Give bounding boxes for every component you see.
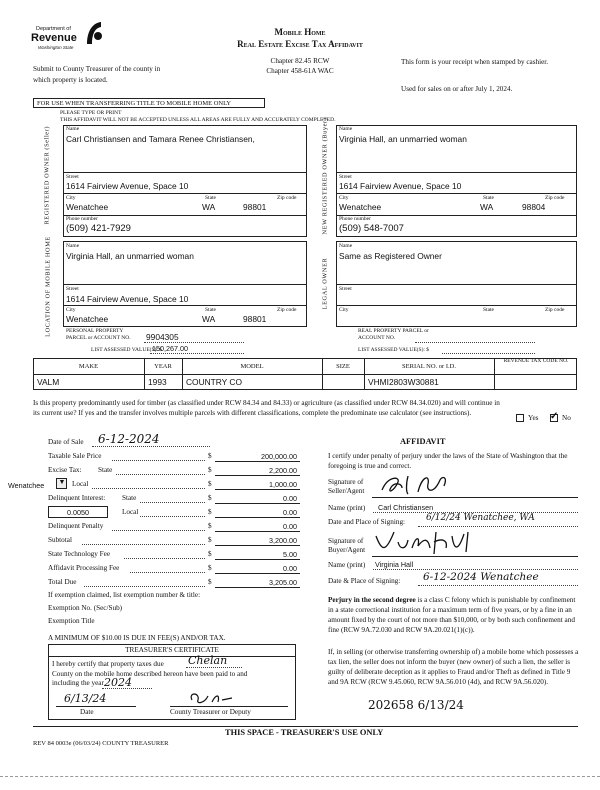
treasurer-stamp: 202658 6/13/24: [368, 698, 464, 712]
buyer-print-label: Name (print): [328, 561, 366, 569]
seller-print-label: Name (print): [328, 504, 366, 512]
buyer-city-label: City: [339, 195, 349, 201]
receipt-note: This form is your receipt when stamped by cashier.: [401, 58, 549, 66]
exemption-claim-note: If exemption claimed, list exemption number & title:: [48, 591, 201, 599]
location-side-label: LOCATION OF MOBILE HOME: [44, 236, 52, 337]
seller-side-label: REGISTERED OWNER (Seller): [43, 125, 51, 225]
locality-dropdown-button[interactable]: [56, 478, 67, 489]
locality-select[interactable]: Wenatchee: [8, 481, 45, 490]
logo-mark-icon: [84, 20, 104, 46]
perjury-title: Perjury in the second degree: [328, 596, 416, 604]
assessed-label: LIST ASSESSED VALUE(S): $: [91, 347, 163, 353]
logo-line-2: Revenue: [31, 32, 77, 44]
seller-name-label: Name: [66, 126, 80, 132]
seller-date-place[interactable]: 6/12/24 Wenatchee, WA: [426, 513, 535, 523]
col-revenue: REVENUE TAX CODE NO.: [503, 358, 569, 364]
legal-city-label: City: [339, 307, 349, 313]
seller-phone-label: Phone number: [66, 216, 98, 222]
certificate-date[interactable]: 6/13/24: [64, 692, 107, 705]
legal-zip-label: Zip code: [545, 307, 565, 313]
location-zip[interactable]: 98801: [243, 314, 267, 324]
affidavit-fee-label: Affidavit Processing Fee: [48, 564, 120, 572]
transfer-banner: [33, 98, 265, 108]
vehicle-model[interactable]: COUNTRY CO: [186, 377, 242, 387]
excise-local-label: Local: [72, 480, 89, 488]
parcel-label: PERSONAL PROPERTY PARCEL or ACCOUNT NO.: [66, 328, 131, 341]
vehicle-make[interactable]: VALM: [37, 377, 60, 387]
perjury-text: is a class C felony which is punishable by confinement in a state correctional institution for a maximum term of five years, or by a fine in an amount fixed by the court of not more than $10,000, or by both such confinement and fine (RCW 9A.72.030 and RCW 9A.20.021(1)(c)).: [328, 596, 576, 634]
delinq-local[interactable]: 0.00: [283, 508, 297, 517]
col-model: MODEL: [240, 363, 264, 370]
timber-yes-label: Yes: [528, 414, 539, 422]
total-due-label: Total Due: [48, 578, 77, 586]
seller-zip[interactable]: 98801: [243, 202, 267, 212]
col-make: MAKE: [78, 363, 99, 370]
transfer-label: FOR USE WHEN TRANSFERRING TITLE TO MOBILE HOME ONLY: [37, 100, 232, 107]
location-name-label: Name: [66, 243, 80, 249]
delinq-state[interactable]: 0.00: [283, 494, 297, 503]
real-parcel-label: REAL PROPERTY PARCEL or ACCOUNT NO.: [358, 328, 429, 341]
certificate-county[interactable]: Chelan: [188, 654, 228, 667]
timber-question: Is this property predominantly used for timber (as classified under RCW 84.34 and 84.33) or agriculture (as classified under RCW 84.34.020) and will continue in its current use? If yes and the transfer involves multiple parcels with different classifications, complete the predominate use calculator (see instructions).: [33, 399, 500, 417]
excise-state-label: State: [98, 466, 113, 474]
parcel-number[interactable]: 9904305: [146, 332, 179, 342]
warning-note: THIS AFFIDAVIT WILL NOT BE ACCEPTED UNLESS ALL AREAS ARE FULLY AND ACCURATELY COMPLETED.: [60, 117, 336, 123]
chevron-down-icon: ▼: [58, 478, 66, 486]
location-city[interactable]: Wenatchee: [66, 314, 109, 324]
form-title-1: Mobile Home: [274, 27, 326, 37]
treasurer-use-space: THIS SPACE - TREASURER'S USE ONLY: [225, 728, 384, 737]
affidavit-heading: AFFIDAVIT: [400, 437, 446, 446]
date-of-sale-label: Date of Sale: [48, 438, 84, 446]
seller-name[interactable]: Carl Christiansen and Tamara Renee Christiansen,: [66, 134, 255, 144]
delinq-penalty-dollar: $: [208, 522, 212, 530]
buyer-sig-label-1: Signature of: [328, 537, 364, 545]
chapter-wac: Chapter 458-61A WAC: [266, 67, 334, 75]
treasurer-signature[interactable]: [186, 690, 236, 706]
seller-signature[interactable]: [378, 472, 498, 498]
certificate-year[interactable]: 2024: [104, 676, 132, 689]
buyer-street-label: Street: [339, 174, 352, 180]
subtotal[interactable]: 3,200.00: [269, 536, 297, 545]
form-number: REV 84 0003e (06/03/24) COUNTY TREASURER: [33, 740, 169, 747]
col-size: SIZE: [336, 363, 350, 370]
buyer-date-label: Date & Place of Signing:: [328, 577, 401, 585]
excise-label: Excise Tax:: [48, 466, 82, 474]
seller-sig-label-2: Seller/Agent: [328, 487, 365, 495]
subtotal-label: Subtotal: [48, 536, 72, 544]
seller-city[interactable]: Wenatchee: [66, 202, 109, 212]
lien-paragraph: If, in selling (or otherwise transferring ownership of) a mobile home which possesses a tax lien, the seller does not inform the buyer (new owner) of such a lien, the seller is guilty of deliberate deception as it applies to Fraud and/or Theft as defined in Title 9 and 9A RCW (RCW 9.45.060, RCW 9A.56.010 (4d), and RCW 9A.56.020).: [328, 648, 579, 686]
location-name[interactable]: Virginia Hall, an unmarried woman: [66, 251, 194, 261]
subtotal-dollar: $: [208, 536, 212, 544]
certificate-treasurer-label: County Treasurer or Deputy: [170, 708, 251, 716]
date-of-sale[interactable]: 6-12-2024: [98, 432, 160, 446]
location-state-label: State: [205, 307, 216, 313]
tech-fee-dollar: $: [208, 550, 212, 558]
seller-street[interactable]: 1614 Fairview Avenue, Space 10: [66, 181, 189, 191]
taxable-dollar: $: [208, 452, 212, 460]
buyer-name[interactable]: Virginia Hall, an unmarried woman: [339, 134, 467, 144]
local-rate-field[interactable]: [48, 506, 108, 518]
seller-print-name[interactable]: Carl Christiansen: [378, 503, 434, 512]
timber-no-check: ✓: [550, 411, 559, 422]
taxable-price[interactable]: 200,000.00: [261, 452, 297, 461]
excise-state-dollar: $: [208, 466, 212, 474]
location-street[interactable]: 1614 Fairview Avenue, Space 10: [66, 294, 189, 304]
buyer-state-label: State: [483, 195, 494, 201]
location-zip-label: Zip code: [277, 307, 297, 313]
legal-side-label: LEGAL OWNER: [321, 257, 329, 310]
chapter-rcw: Chapter 82.45 RCW: [270, 57, 330, 65]
taxable-price-label: Taxable Sale Price: [48, 452, 102, 460]
buyer-zip-label: Zip code: [545, 195, 565, 201]
seller-city-label: City: [66, 195, 76, 201]
buyer-print-name[interactable]: Virginia Hall: [375, 560, 414, 569]
timber-no-label: No: [562, 414, 571, 422]
delinq-penalty[interactable]: 0.00: [283, 522, 297, 531]
sales-note: Used for sales on or after July 1, 2024.: [401, 85, 513, 93]
seller-street-label: Street: [66, 174, 79, 180]
total-due[interactable]: 3,205.00: [269, 578, 297, 587]
excise-local-dollar: $: [208, 480, 212, 488]
delinq-state-label: State: [122, 494, 137, 502]
buyer-phone-label: Phone number: [339, 216, 371, 222]
delinq-state-dollar: $: [208, 494, 212, 502]
seller-state-label: State: [205, 195, 216, 201]
buyer-sig-label-2: Buyer/Agent: [328, 546, 366, 554]
minimum-due-note: A MINIMUM OF $10.00 IS DUE IN FEE(S) AND/OR TAX.: [48, 634, 226, 642]
location-city-label: City: [66, 307, 76, 313]
buyer-date-place[interactable]: 6-12-2024 Wenatchee: [423, 571, 539, 583]
submit-note: Submit to County Treasurer of the county in which property is located.: [33, 65, 161, 84]
buyer-name-label: Name: [339, 126, 353, 132]
dor-logo: [28, 18, 108, 58]
location-street-label: Street: [66, 286, 79, 292]
buyer-street[interactable]: 1614 Fairview Avenue, Space 10: [339, 181, 462, 191]
location-state[interactable]: WA: [202, 314, 216, 324]
delinq-penalty-label: Delinquent Penalty: [48, 522, 104, 530]
tech-fee[interactable]: 5.00: [283, 550, 297, 559]
legal-street-label: Street: [339, 286, 352, 292]
seller-zip-label: Zip code: [277, 195, 297, 201]
affidavit-fee[interactable]: 0.00: [283, 564, 297, 573]
col-year: YEAR: [154, 363, 172, 370]
total-due-dollar: $: [208, 578, 212, 586]
legal-name[interactable]: Same as Registered Owner: [339, 251, 442, 261]
buyer-phone[interactable]: (509) 548-7007: [339, 223, 404, 234]
form-title-2: Real Estate Excise Tax Affidavit: [237, 39, 363, 49]
delinq-local-label: Local: [122, 508, 139, 516]
delinq-local-dollar: $: [208, 508, 212, 516]
timber-yes-checkbox[interactable]: [516, 414, 524, 422]
buyer-zip[interactable]: 98804: [522, 202, 546, 212]
perjury-paragraph: [328, 595, 580, 635]
delinq-interest-label: Delinquent Interest:: [48, 494, 106, 502]
affidavit-fee-dollar: $: [208, 564, 212, 572]
seller-phone[interactable]: (509) 421-7929: [66, 223, 131, 234]
legal-state-label: State: [483, 307, 494, 313]
buyer-state[interactable]: WA: [480, 202, 494, 212]
excise-local[interactable]: 1,000.00: [269, 480, 297, 489]
affidavit-certify: I certify under penalty of perjury under the laws of the State of Washington that the foregoing is true and correct.: [328, 452, 568, 470]
buyer-signature[interactable]: [372, 528, 492, 556]
buyer-city[interactable]: Wenatchee: [339, 202, 382, 212]
vehicle-serial[interactable]: VHMI2803W30881: [368, 377, 439, 387]
local-rate: 0.0050: [67, 508, 89, 517]
logo-line-3: Washington State: [38, 45, 74, 50]
certificate-heading: TREASURER'S CERTIFICATE: [125, 646, 219, 654]
exemption-title-label: Exemption Title: [48, 617, 95, 625]
col-serial: SERIAL NO. or I.D.: [402, 363, 456, 370]
certificate-date-label: Date: [80, 708, 94, 716]
excise-state[interactable]: 2,200.00: [269, 466, 297, 475]
print-note: PLEASE TYPE OR PRINT: [60, 110, 122, 116]
assessed-right-label: LIST ASSESSED VALUE(S): $: [358, 347, 430, 353]
assessed-value[interactable]: 150,267.00: [152, 344, 188, 353]
seller-state[interactable]: WA: [202, 202, 216, 212]
logo-line-1: Department of: [36, 26, 71, 32]
certificate-line-1: I hereby certify that property taxes due: [52, 660, 164, 668]
buyer-side-label: NEW REGISTERED OWNER (Buyer): [321, 117, 329, 235]
vehicle-year[interactable]: 1993: [148, 377, 167, 387]
legal-name-label: Name: [339, 243, 353, 249]
certificate-line-2: County on the mobile home described hereon have been paid to and including the year: [52, 670, 248, 687]
seller-sig-label-1: Signature of: [328, 478, 364, 486]
seller-date-label: Date and Place of Signing:: [328, 518, 406, 526]
exemption-no-label: Exemption No. (Sec/Sub): [48, 604, 123, 612]
tech-fee-label: State Technology Fee: [48, 550, 111, 558]
